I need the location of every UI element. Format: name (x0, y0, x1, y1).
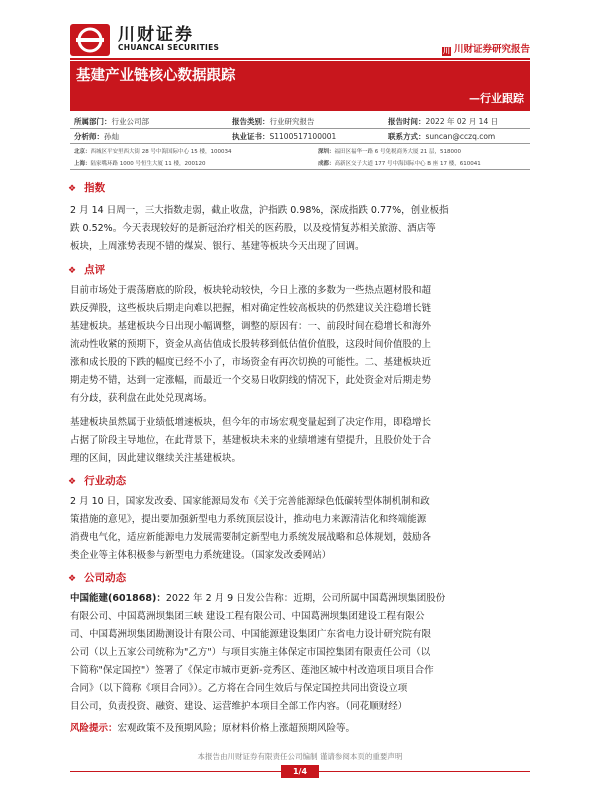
brand-label (442, 41, 530, 56)
text-line: 消费电气化，适应新能源电力发展需要制定新型电力系统发展战略和总体规划，鼓励各 (70, 532, 432, 543)
text-line: 占据了阶段主导地位，在此背景下，基建板块未来的业绩增速有望提升，且股价处于合 (70, 435, 432, 446)
text-line: 2 月 14 日周一，三大指数走弱，截止收盘，沪指跌 0.98%，深成指跌 0.77%，创业板指 (70, 205, 449, 216)
company-name-en: CHUANCAI SECURITIES (118, 43, 220, 52)
text-line: 目前市场处于震荡磨底的阶段，板块轮动较快，今日上涨的多数为一些热点题材股和超 (70, 285, 432, 296)
sh-label: 上海： (74, 161, 91, 167)
brand-mark-icon: 川 (442, 47, 450, 55)
info-dept (74, 116, 149, 127)
company-logo (70, 24, 110, 56)
info-divider-2 (70, 143, 530, 144)
bj-label: 北京： (74, 149, 91, 155)
type-label: 报告类别： (232, 117, 270, 126)
address-chengdu (318, 159, 481, 167)
text-line: 基建板块虽然属于业绩低增速板块，但今年的市场宏观变量起到了决定作用，即稳增长 (70, 417, 432, 428)
heading-company-text: 公司动态 (84, 572, 127, 584)
text-line: 基建板块。基建板块今日出现小幅调整，调整的原因有：一、前段时间在稳增长和海外 (70, 321, 432, 332)
text-line (70, 590, 530, 608)
text-line: 合同》（以下简称《项目合同》）。乙方将在合同生效后与保定国控共同出资设立项 (70, 683, 408, 694)
company-paragraph (70, 590, 530, 716)
company-lead-rest: 2022 年 2 月 9 日发公告称：近期，公司所属中国葛洲坝集团股份 (165, 593, 446, 604)
text-line: 跌反弹股，这些板块后期走向难以把握，相对确定性较高板块的仍然建议关注稳增长链 (70, 303, 432, 314)
address-beijing (74, 147, 232, 155)
text-line: 司、中国葛洲坝集团勘测设计有限公司、中国能源建设集团广东省电力设计研究院有限 (70, 629, 432, 640)
heading-index-text: 指数 (84, 182, 106, 194)
section-heading-industry (68, 473, 126, 488)
section-heading-company (68, 570, 126, 585)
sh-value: 陆家嘴环路 1000 号恒生大厦 11 楼，200120 (90, 161, 206, 167)
address-shenzhen (318, 147, 461, 155)
text-line: 公司（以上五家公司统称为"乙方"）与项目实施主体保定市国控集团有限责任公司（以 (70, 647, 431, 658)
company-lead-bold: 中国能建(601868)： (70, 593, 166, 604)
text-line: 下简称"保定国控"）签署了《保定市城市更新-竞秀区、莲池区城中村改造项目项目合作 (70, 665, 434, 676)
cert-label: 执业证书： (232, 132, 270, 141)
address-divider (70, 169, 530, 170)
address-shanghai (74, 159, 206, 167)
sz-label: 深圳： (318, 149, 335, 155)
risk-text: 宏观政策不及预期风险；原材料价格上涨超预期风险等。 (117, 723, 356, 734)
date-label: 报告时间： (388, 117, 426, 126)
text-line: 板块，上周涨势表现不错的煤炭、银行、基建等板块今天出现了回调。 (70, 241, 365, 252)
text-line: 跌 0.52%。今天表现较好的是新冠治疗相关的医药股，以及疫情复苏相关旅游、酒店等 (70, 223, 436, 234)
info-analyst (74, 131, 119, 142)
info-contact (388, 131, 495, 142)
text-line: 有分歧，获利盘在此处兑现离场。 (70, 393, 213, 404)
company-name-cn: 川财证券 (118, 25, 194, 45)
report-subtitle: —行业跟踪 (469, 92, 524, 105)
text-line: 有限公司、中国葛洲坝集团三峡 建设工程有限公司、中国葛洲坝集团建设工程有限公 (70, 611, 425, 622)
analyst-value: 孙灿 (104, 132, 119, 141)
text-line: 流动性收紧的预期下，资金从高估值成长股转移到低估值价值股，这段时间价值股的上 (70, 339, 432, 350)
text-line: 策措施的意见》，提出要加强新型电力系统顶层设计，推动电力来源清洁化和终端能源 (70, 514, 427, 525)
section-heading-comment (68, 262, 105, 277)
header-rule (70, 58, 530, 60)
info-divider (70, 128, 530, 129)
diamond-icon: ❖ (68, 477, 77, 487)
diamond-icon: ❖ (68, 184, 77, 194)
dept-label: 所属部门： (74, 117, 112, 126)
index-paragraph (70, 202, 530, 256)
type-value: 行业研究报告 (269, 117, 315, 126)
report-title: 基建产业链核心数据跟踪 (76, 68, 236, 84)
cd-label: 成都： (318, 161, 335, 167)
contact-value: suncan@cczq.com (425, 132, 496, 141)
contact-label: 联系方式： (388, 132, 426, 141)
text-line: 目公司，负责投资、融资、建设、运营维护本项目全部工作内容。（同花顺财经） (70, 701, 408, 712)
text-line: 期走势不错，达到一定涨幅，而最近一个交易日收阴线的情况下，此处资金对后期走势 (70, 375, 432, 386)
heading-comment-text: 点评 (84, 264, 106, 276)
footer-disclaimer: 本报告由川财证券有限责任公司编制 谨请参阅本页的重要声明 (197, 752, 403, 761)
section-heading-index (68, 180, 105, 195)
dept-value: 行业公司部 (111, 117, 149, 126)
logo-emblem-icon (70, 24, 110, 56)
brand-label-text: 川财证券研究报告 (453, 44, 530, 55)
heading-industry-text: 行业动态 (84, 475, 127, 487)
cert-value: S1100517100001 (269, 132, 337, 141)
bj-value: 西城区平安里西大街 28 号中海国际中心 15 楼，100034 (90, 149, 232, 155)
info-date (388, 116, 498, 127)
info-type (232, 116, 315, 127)
text-line: 理的区间，因此建议继续关注基建板块。 (70, 453, 242, 464)
sz-value: 福田区福华一路 6 号免税商务大厦 21 层，518000 (334, 149, 462, 155)
text-line: 2 月 10 日，国家发改委、国家能源局发布《关于完善能源绿色低碳转型体制机制和政 (70, 496, 430, 507)
risk-label: 风险提示： (70, 723, 118, 734)
cd-value: 高新区交子大道 177 号中海国际中心 B 座 17 楼，610041 (334, 161, 481, 167)
diamond-icon: ❖ (68, 574, 77, 584)
risk-warning (70, 720, 355, 738)
comment-paragraph-2 (70, 414, 530, 468)
industry-paragraph (70, 493, 530, 565)
info-cert (232, 131, 336, 142)
comment-paragraph-1 (70, 282, 530, 408)
date-value: 2022 年 02 月 14 日 (425, 117, 499, 126)
page-number: 1/4 (281, 765, 319, 778)
diamond-icon: ❖ (68, 266, 77, 276)
analyst-label: 分析师： (74, 132, 104, 141)
text-line: 类企业等主体积极参与新型电力系统建设。（国家发改委网站） (70, 550, 332, 561)
text-line: 涨和成长股的下跌的幅度已经不小了，市场资金有再次切换的可能性。二、基建板块近 (70, 357, 432, 368)
